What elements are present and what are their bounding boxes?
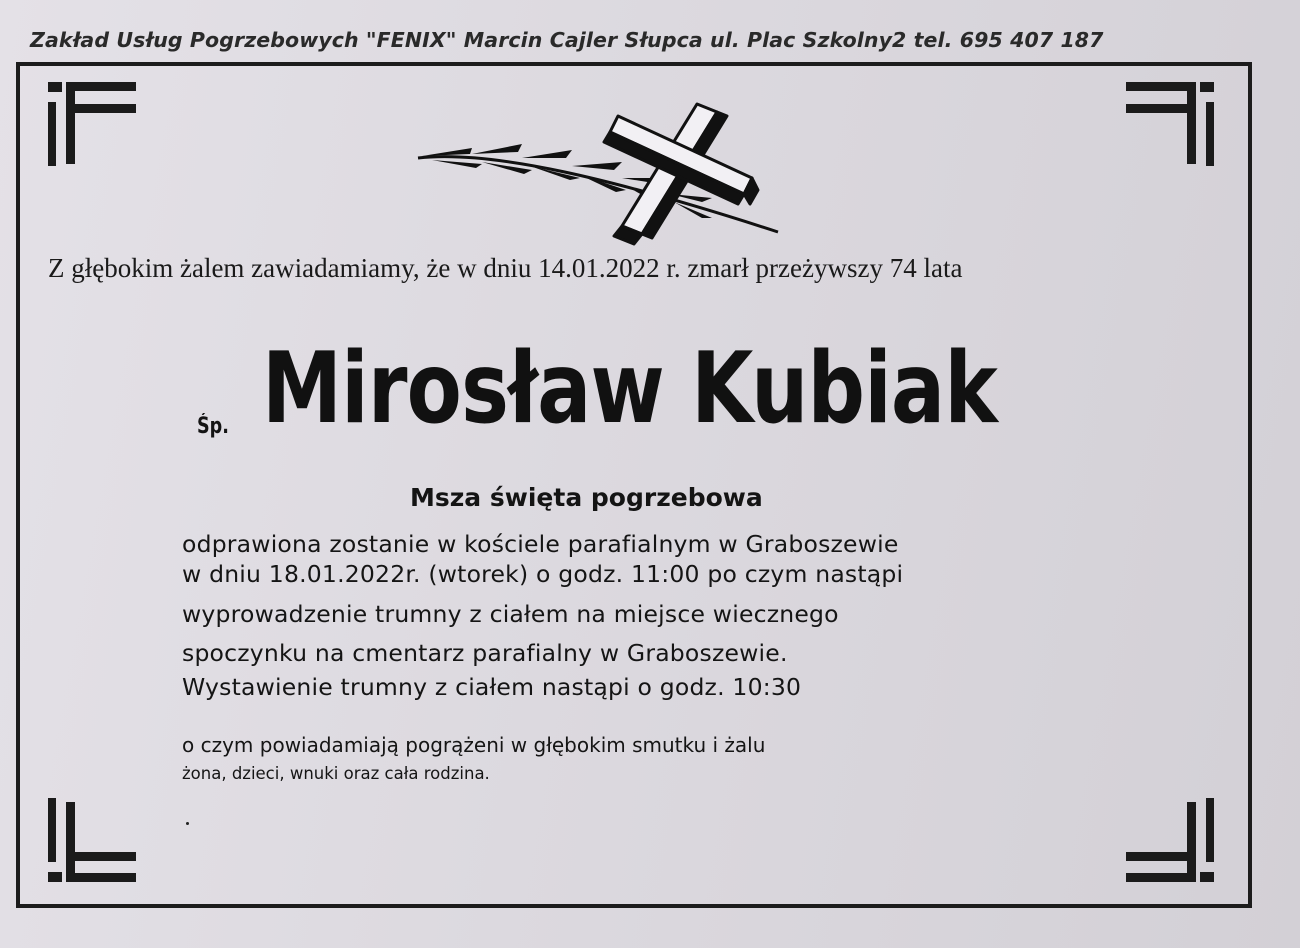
deceased-name: Mirosław Kubiak <box>262 332 997 446</box>
funeral-home-header: Zakład Usług Pogrzebowych "FENIX" Marcin Cajler Słupca ul. Plac Szkolny2 tel. 695 407 187 <box>30 28 1104 52</box>
corner-ornament-top-right-icon <box>1124 80 1216 170</box>
mass-line: odprawiona zostanie w kościele parafialnym w Graboszewie <box>182 530 899 558</box>
ink-dot <box>186 822 189 825</box>
mass-title: Msza święta pogrzebowa <box>410 483 763 512</box>
mass-line: spoczynku na cmentarz parafialny w Graboszewie. <box>182 639 788 667</box>
mass-line: Wystawienie trumny z ciałem nastąpi o godz. 10:30 <box>182 673 802 701</box>
mass-line: wyprowadzenie trumny z ciałem na miejsce wiecznego <box>182 600 839 628</box>
corner-ornament-bottom-left-icon <box>46 796 138 886</box>
corner-ornament-top-left-icon <box>46 80 138 170</box>
cross-with-palm-icon <box>412 98 792 252</box>
mass-line: w dniu 18.01.2022r. (wtorek) o godz. 11:00 po czym nastąpi <box>182 560 904 588</box>
family-line: żona, dzieci, wnuki oraz cała rodzina. <box>182 764 490 783</box>
corner-ornament-bottom-right-icon <box>1124 796 1216 886</box>
death-announcement: Z głębokim żalem zawiadamiamy, że w dniu 14.01.2022 r. zmarł przeżywszy 74 lata <box>48 253 963 283</box>
name-prefix: Śp. <box>197 414 229 439</box>
closing-line: o czym powiadamiają pogrążeni w głębokim smutku i żalu <box>182 733 766 757</box>
